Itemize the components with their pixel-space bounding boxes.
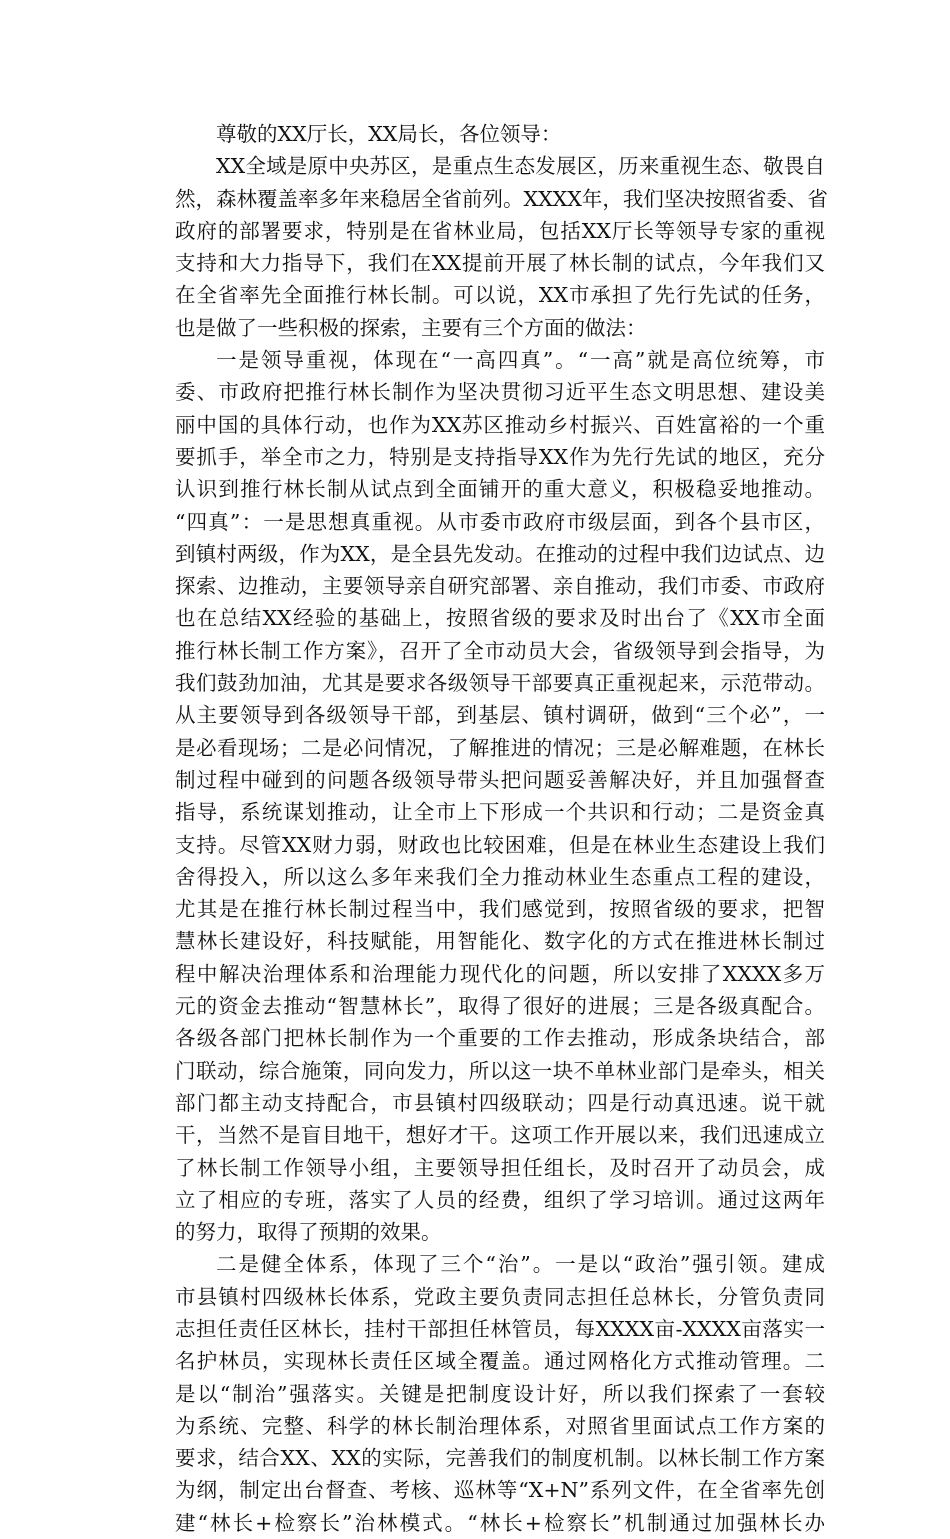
text-line: 探索、边推动，主要领导亲自研究部署、亲自推动，我们市委、市政府 bbox=[175, 574, 825, 599]
text-line: 立了相应的专班，落实了人员的经费，组织了学习培训。通过这两年 bbox=[175, 1187, 825, 1212]
text-line: “四真”：一是思想真重视。从市委市政府市级层面，到各个县市区， bbox=[175, 509, 825, 534]
text-line: 程中解决治理体系和治理能力现代化的问题，所以安排了XXXX多万 bbox=[175, 961, 825, 986]
text-line: 的努力，取得了预期的效果。 bbox=[175, 1220, 442, 1245]
text-line: 制过程中碰到的问题各级领导带头把问题妥善解决好，并且加强督查 bbox=[175, 767, 825, 792]
text-line: 为系统、完整、科学的林长制治理体系，对照省里面试点工作方案的 bbox=[175, 1413, 825, 1438]
text-line: 丽中国的具体行动，也作为XX苏区推动乡村振兴、百姓富裕的一个重 bbox=[175, 412, 825, 437]
text-line: 委、市政府把推行林长制作为坚决贯彻习近平生态文明思想、建设美 bbox=[175, 380, 825, 405]
text-line: 认识到推行林长制从试点到全面铺开的重大意义，积极稳妥地推动。 bbox=[175, 477, 825, 502]
text-line: 了林长制工作领导小组，主要领导担任组长，及时召开了动员会，成 bbox=[175, 1155, 825, 1180]
text-line: 一是领导重视，体现在“一高四真”。“一高”就是高位统筹，市 bbox=[216, 348, 825, 373]
text-line: 是必看现场；二是必问情况，了解推进的情况；三是必解难题，在林长 bbox=[175, 735, 825, 760]
text-line: 也在总结XX经验的基础上，按照省级的要求及时出台了《XX市全面 bbox=[175, 606, 825, 631]
text-line: 在全省率先全面推行林长制。可以说，XX市承担了先行先试的任务， bbox=[175, 283, 825, 308]
text-line: 门联动，综合施策，同向发力，所以这一块不单林业部门是牵头，相关 bbox=[175, 1058, 825, 1083]
text-line: 为纲，制定出台督查、考核、巡林等“X+N”系列文件，在全省率先创 bbox=[175, 1478, 825, 1503]
text-line: 部门都主动支持配合，市县镇村四级联动；四是行动真迅速。说干就 bbox=[175, 1090, 825, 1115]
text-line: 推行林长制工作方案》，召开了全市动员大会，省级领导到会指导，为 bbox=[175, 638, 825, 663]
text-line: 要抓手，举全市之力，特别是支持指导XX作为先行先试的地区，充分 bbox=[175, 444, 825, 469]
text-line: 也是做了一些积极的探索，主要有三个方面的做法： bbox=[175, 315, 647, 340]
text-line: 元的资金去推动“智慧林长”，取得了很好的进展；三是各级真配合。 bbox=[175, 994, 825, 1019]
text-line: 慧林长建设好，科技赋能，用智能化、数字化的方式在推进林长制过 bbox=[175, 929, 825, 954]
text-line: 是以“制治”强落实。关键是把制度设计好，所以我们探索了一套较 bbox=[175, 1381, 825, 1406]
text-line: 各级各部门把林长制作为一个重要的工作去推动，形成条块结合，部 bbox=[175, 1026, 825, 1051]
text-line: 舍得投入，所以这么多年来我们全力推动林业生态重点工程的建设， bbox=[175, 864, 825, 889]
text-line: 志担任责任区林长，挂村干部担任林管员，每XXXX亩-XXXX亩落实一 bbox=[175, 1316, 825, 1341]
text-line: 要求，结合XX、XX的实际，完善我们的制度机制。以林长制工作方案 bbox=[175, 1446, 825, 1471]
text-line: 支持和大力指导下，我们在XX提前开展了林长制的试点，今年我们又 bbox=[175, 251, 825, 276]
text-line: 干，当然不是盲目地干，想好才干。这项工作开展以来，我们迅速成立 bbox=[175, 1123, 825, 1148]
text-line: 尤其是在推行林长制过程当中，我们感觉到，按照省级的要求，把智 bbox=[175, 897, 825, 922]
text-line: 建“林长+检察长”治林模式。“林长+检察长”机制通过加强林长办 bbox=[175, 1510, 825, 1535]
text-line: 我们鼓劲加油，尤其是要求各级领导干部要真正重视起来，示范带动。 bbox=[175, 671, 825, 696]
text-line: 支持。尽管XX财力弱，财政也比较困难，但是在林业生态建设上我们 bbox=[175, 832, 825, 857]
text-line: 从主要领导到各级领导干部，到基层、镇村调研，做到“三个必”，一 bbox=[175, 703, 825, 728]
text-line: 然，森林覆盖率多年来稳居全省前列。XXXX年，我们坚决按照省委、省 bbox=[175, 186, 828, 211]
text-line: 到镇村两级，作为XX，是全县先发动。在推动的过程中我们边试点、边 bbox=[175, 541, 825, 566]
text-line: 名护林员，实现林长责任区域全覆盖。通过网格化方式推动管理。二 bbox=[175, 1349, 825, 1374]
text-line: 二是健全体系，体现了三个“治”。一是以“政治”强引领。建成 bbox=[216, 1252, 825, 1277]
text-line: 指导，系统谋划推动，让全市上下形成一个共识和行动；二是资金真 bbox=[175, 800, 825, 825]
text-line: 市县镇村四级林长体系，党政主要负责同志担任总林长，分管负责同 bbox=[175, 1284, 825, 1309]
document-body bbox=[175, 118, 828, 1539]
text-line: XX全域是原中央苏区，是重点生态发展区，历来重视生态、敬畏自 bbox=[216, 154, 825, 179]
text-line: 尊敬的XX厅长，XX局长，各位领导： bbox=[216, 122, 562, 146]
text-line: 政府的部署要求，特别是在省林业局，包括XX厅长等领导专家的重视 bbox=[175, 218, 825, 243]
